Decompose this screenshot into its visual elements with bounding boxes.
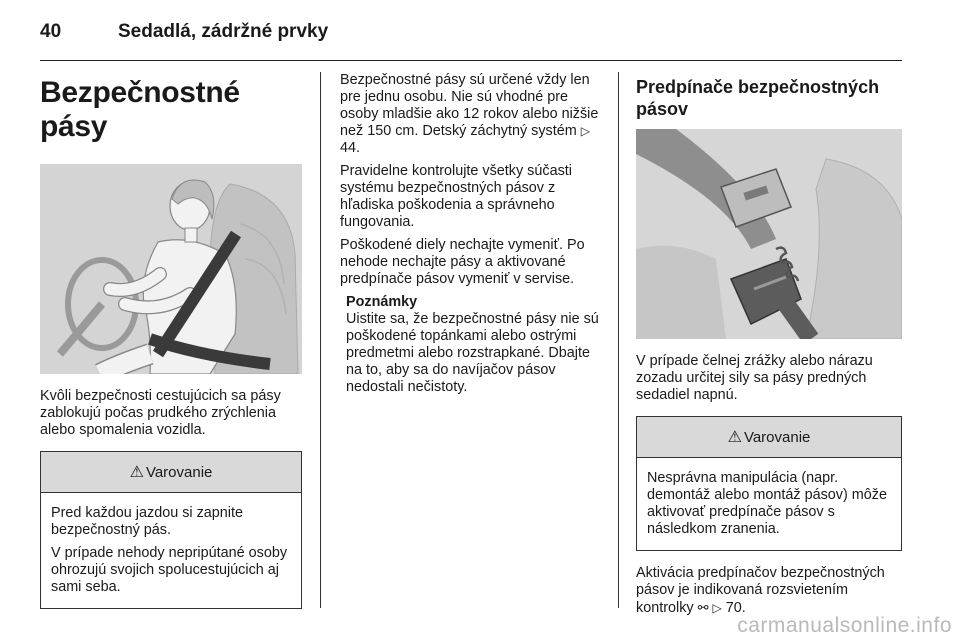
warning-body xyxy=(637,458,901,550)
belt-buckle-illustration xyxy=(636,129,902,339)
warning-triangle-icon: ⚠ xyxy=(727,429,742,446)
paragraph-belt-check: Pravidelne kontrolujte všetky súčasti systému bezpečnostných pásov z hľadiska poškodenia a správneho fungovania. xyxy=(340,163,572,230)
middle-column xyxy=(340,72,602,402)
section-title-belt-pretensioners: Predpínače bezpečnostných pásov xyxy=(636,77,880,119)
paragraph-belt-replace: Poškodené diely nechajte vymeniť. Po nehode nechajte pásy a aktivované predpínače pásov vymeniť v servise. xyxy=(340,237,585,287)
warning-title: Varovanie xyxy=(145,463,213,481)
paragraph-belt-usage xyxy=(340,72,602,157)
header-rule xyxy=(40,60,902,61)
seat-belt-caption: Kvôli bezpečnosti cestujúcich sa pásy zablokujú počas prudkého zrýchlenia alebo spomalenia vozidla. xyxy=(40,388,281,438)
watermark: carmanualsonline.info xyxy=(737,614,952,637)
warning-box xyxy=(636,416,902,551)
page-reference[interactable]: 70. xyxy=(725,600,746,616)
activation-text: Aktivácia predpínačov bezpečnostných pásov je indikovaná rozsvietením kontrolky xyxy=(636,565,885,616)
warning-header xyxy=(41,452,301,493)
warning-paragraph: Nesprávna manipulácia (napr. demontáž alebo montáž pásov) môže aktivovať predpínače pásov s následkom zranenia. xyxy=(647,470,887,537)
warning-box xyxy=(40,451,302,609)
activation-paragraph xyxy=(636,565,902,617)
note-text: Uistite sa, že bezpečnostné pásy nie sú poškodené topánkami alebo ostrými predmetmi alebo rozstrapkané. Dbajte na to, aby sa do navíjačov pásov nedostali nečistoty. xyxy=(346,311,599,395)
section-title-seat-belts: Bezpečnostné pásy xyxy=(40,76,240,143)
column-divider xyxy=(618,72,619,608)
note-title: Poznámky xyxy=(346,294,418,310)
page-number: 40 xyxy=(40,21,62,42)
warning-paragraph: Pred každou jazdou si zapnite bezpečnostný pás. xyxy=(51,505,243,538)
warning-title: Varovanie xyxy=(743,428,811,446)
column-divider xyxy=(320,72,321,608)
airbag-indicator-icon: ⚯ xyxy=(697,600,709,615)
warning-body xyxy=(41,493,301,608)
warning-header xyxy=(637,417,901,458)
driver-with-seat-belt-illustration xyxy=(40,164,302,374)
page-reference-arrow-icon: ▷ xyxy=(580,124,590,138)
note-block xyxy=(340,294,602,396)
running-title: Sedadlá, zádržné prvky xyxy=(118,21,329,42)
paragraph-belt-usage-text: Bezpečnostné pásy sú určené vždy len pre jednu osobu. Nie sú vhodné pre osoby mladšie ako 12 rokov alebo nižšie než 150 cm. Detský záchytný systém xyxy=(340,72,599,139)
page-reference-arrow-icon: ▷ xyxy=(712,601,722,615)
warning-paragraph: V prípade nehody nepripútané osoby ohrozujú svojich spolucestujúcich aj sami seba. xyxy=(51,545,288,595)
right-column xyxy=(636,72,902,623)
pretensioner-caption: V prípade čelnej zrážky alebo nárazu zozadu určitej sily sa pásy predných sedadiel napnú. xyxy=(636,353,873,403)
page-reference[interactable]: 44. xyxy=(340,140,361,156)
page-header xyxy=(40,14,328,50)
left-column xyxy=(40,72,302,609)
warning-triangle-icon: ⚠ xyxy=(129,464,144,481)
